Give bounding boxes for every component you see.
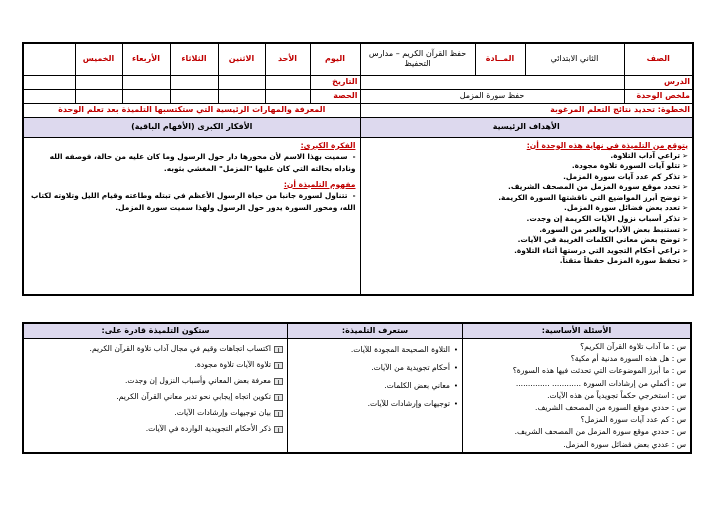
blank-cell xyxy=(23,43,75,75)
value-lesson: حفظ سورة المزمل xyxy=(360,89,624,103)
goal-item: ➢تتلو آيات السورة تلاوة مجودة. xyxy=(571,161,688,171)
goal-item: ➢تذكر أسباب نزول الآيات الكريمة إن وجدت. xyxy=(526,214,688,224)
lesson-plan-table xyxy=(22,42,694,296)
question-item: س : أكملي من إرشادات السورة ............ .............. xyxy=(515,378,686,388)
question-item: س : ما أبرز الموضوعات التي تحدثت فيها هذه السورة؟ xyxy=(512,366,686,376)
lesson-blank xyxy=(360,75,624,89)
label-class: الصف xyxy=(624,43,693,75)
questions-column xyxy=(462,324,690,452)
book-icon xyxy=(274,410,283,417)
goals-list xyxy=(365,151,689,268)
day-thursday: الخميس xyxy=(75,43,122,75)
date-cell xyxy=(122,75,170,89)
period-cell xyxy=(75,89,122,103)
ability-item: ذكر الأحكام التجويدية الواردة في الآيات. xyxy=(28,421,283,437)
skills-label: المعرفة والمهارات الرئيسية التي ستكتسبها التلميذة بعد تعلم الوحدة xyxy=(23,103,360,117)
big-idea-title: الفكرة الكبرى: xyxy=(300,140,356,150)
ability-item: اكتساب اتجاهات وقيم في مجال آداب تلاوة القرآن الكريم. xyxy=(28,341,283,357)
day-wednesday: الأربعاء xyxy=(122,43,170,75)
question-item: س : استخرجي حكماً تجويدياً من هذه الآيات. xyxy=(547,390,686,400)
knowledge-item: •التلاوة الصحيحة المجودة للآيات. xyxy=(292,341,458,359)
goal-item: ➢تراعي آداب التلاوة. xyxy=(610,150,688,160)
check-arrow-icon: ➢ xyxy=(682,246,688,255)
bullet-icon: • xyxy=(453,364,458,372)
book-icon xyxy=(274,346,283,353)
ability-item: بيان توجيهات وإرشادات الآيات. xyxy=(28,405,283,421)
goal-item: ➢تحدد موقع سورة المزمل من المصحف الشريف. xyxy=(508,182,688,192)
big-idea-text: -سميت بهذا الاسم لأن محورها دار حول الرسول وما كان عليه من حالة، فوصفه الله وناداه بحالته التي كان عليها "المزمل" المغشي بثوبه. xyxy=(49,151,356,173)
label-date: التاريخ xyxy=(310,75,360,89)
question-item: س : هل هذه السورة مدنية أم مكية؟ xyxy=(570,354,686,364)
goal-item: ➢تستنبط بعض الآداب والعبر من السورة. xyxy=(539,224,688,234)
assessment-table xyxy=(22,322,692,454)
question-item: س : كم عدد آيات سورة المزمل؟ xyxy=(580,415,686,425)
label-unit-summary: ملخص الوحدة xyxy=(624,89,693,103)
ideas-cell xyxy=(23,137,360,295)
main-goals-header: الأهداف الرئيسية xyxy=(360,117,693,137)
abilities-column xyxy=(24,324,287,452)
period-cell xyxy=(265,89,310,103)
question-item: س : حددي موقع سورة المزمل من المصحف الشريف. xyxy=(514,427,686,437)
check-arrow-icon: ➢ xyxy=(682,204,688,213)
question-item: س : حددي موقع السورة من المصحف الشريف. xyxy=(535,403,686,413)
concept-text: -تتناول لسورة جانبا من حياة الرسول الأعظم في تبتله وطاعته وقيام الليل وتلاوته لكتاب الله، ومحور السورة يدور حول الرسول ولهذا سميت سورة المزمل. xyxy=(31,190,356,212)
period-cell xyxy=(122,89,170,103)
bullet-icon: • xyxy=(453,346,458,354)
bullet-icon: • xyxy=(453,382,458,390)
knowledge-item: •معاني بعض الكلمات. xyxy=(292,377,458,395)
period-cell xyxy=(23,89,75,103)
day-sunday: الأحد xyxy=(265,43,310,75)
date-cell xyxy=(75,75,122,89)
check-arrow-icon: ➢ xyxy=(682,225,688,234)
date-cell xyxy=(265,75,310,89)
knowledge-title: ستعرف التلميذة: xyxy=(288,324,462,339)
knowledge-item: •أحكام تجويدية من الآيات. xyxy=(292,359,458,377)
check-arrow-icon: ➢ xyxy=(682,236,688,245)
questions-list xyxy=(467,341,686,451)
ability-item: تكوين اتجاه إيجابي نحو تدبر معاني القرآن الكريم. xyxy=(28,389,283,405)
value-subject: حفظ القرآن الكريم – مدارس التحفيظ xyxy=(360,43,475,75)
concept-title: مفهوم التلميذة أن: xyxy=(283,179,356,189)
goal-item: ➢توضح أبرز المواضيع التي ناقشتها السورة الكريمة. xyxy=(498,192,688,202)
period-cell xyxy=(170,89,218,103)
questions-title: الأسئلة الأساسية: xyxy=(463,324,690,339)
date-cell xyxy=(23,75,75,89)
goals-cell xyxy=(360,137,693,295)
question-item: س : عددي بعض فضائل سورة المزمل. xyxy=(563,439,686,449)
label-day: اليوم xyxy=(310,43,360,75)
abilities-list xyxy=(28,341,283,437)
knowledge-item: •توجيهات وإرشادات للآيات. xyxy=(292,395,458,413)
goal-item: ➢تراعي أحكام التجويد التي درستها أثناء التلاوة. xyxy=(514,245,688,255)
check-arrow-icon: ➢ xyxy=(682,183,688,192)
book-icon xyxy=(274,426,283,433)
label-period: الحصة xyxy=(310,89,360,103)
goal-item: ➢تذكر كم عدد آيات سورة المزمل. xyxy=(563,171,688,181)
book-icon xyxy=(274,378,283,385)
date-cell xyxy=(218,75,265,89)
value-class: الثاني الابتدائي xyxy=(525,43,624,75)
big-ideas-header: الأفكار الكبرى (الأفهام الباقية) xyxy=(23,117,360,137)
book-icon xyxy=(274,362,283,369)
knowledge-list xyxy=(292,341,458,413)
ability-item: تلاوة الآيات تلاوة مجودة. xyxy=(28,357,283,373)
question-item: س : ما آداب تلاوة القرآن الكريم؟ xyxy=(580,342,686,351)
goal-item: ➢توضح بعض معاني الكلمات الغريبة في الآيات. xyxy=(517,235,688,245)
goals-title: يتوقع من التلميذة في نهاية هذه الوحدة أن: xyxy=(526,140,688,150)
period-cell xyxy=(218,89,265,103)
check-arrow-icon: ➢ xyxy=(682,162,688,171)
abilities-title: ستكون التلميذة قادرة على: xyxy=(24,324,287,339)
book-icon xyxy=(274,394,283,401)
day-monday: الاثنين xyxy=(218,43,265,75)
date-cell xyxy=(170,75,218,89)
step-label: الخطوة: تحديد نتائج التعلم المرغوبة xyxy=(360,103,693,117)
knowledge-column xyxy=(287,324,462,452)
goal-item: ➢تحفظ سورة المزمل حفظاً متقناً. xyxy=(559,256,688,266)
day-tuesday: الثلاثاء xyxy=(170,43,218,75)
check-arrow-icon: ➢ xyxy=(682,172,688,181)
ability-item: معرفة بعض المعاني وأسباب النزول إن وجدت. xyxy=(28,373,283,389)
check-arrow-icon: ➢ xyxy=(682,257,688,266)
dash-icon: - xyxy=(352,191,356,200)
goal-item: ➢تعدد بعض فضائل سورة المزمل. xyxy=(564,203,688,213)
label-subject: المــادة xyxy=(475,43,525,75)
bullet-icon: • xyxy=(453,400,458,408)
dash-icon: - xyxy=(352,152,356,161)
check-arrow-icon: ➢ xyxy=(682,193,688,202)
label-lesson: الدرس xyxy=(624,75,693,89)
check-arrow-icon: ➢ xyxy=(682,151,688,160)
check-arrow-icon: ➢ xyxy=(682,215,688,224)
